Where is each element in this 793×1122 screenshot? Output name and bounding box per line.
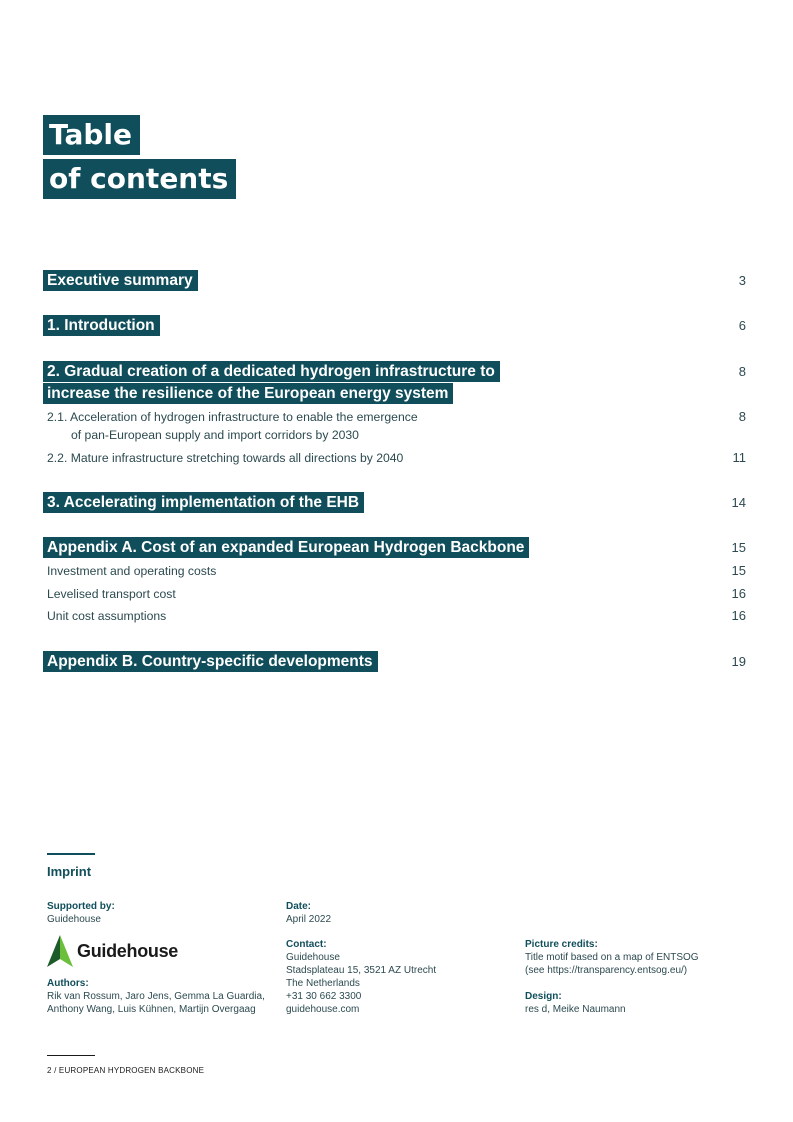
- authors-line-2: Anthony Wang, Luis Kühnen, Martijn Overgaag: [47, 1004, 256, 1015]
- page-title-line-1: Table: [43, 115, 140, 155]
- authors-label: Authors:: [47, 978, 89, 989]
- imprint-divider: [47, 853, 95, 855]
- supported-by-label: Supported by:: [47, 901, 115, 912]
- picture-credits-label: Picture credits:: [525, 939, 598, 950]
- imprint-heading: Imprint: [47, 864, 92, 879]
- toc-appendix-a[interactable]: Appendix A. Cost of an expanded European Hydrogen Backbone: [43, 537, 529, 558]
- guidehouse-logo-icon: [47, 935, 73, 967]
- toc-page-introduction: 6: [738, 318, 746, 333]
- picture-credits-line-1: Title motif based on a map of ENTSOG: [525, 952, 699, 963]
- toc-chapter-2-line-1[interactable]: 2. Gradual creation of a dedicated hydrogen infrastructure to: [43, 361, 500, 382]
- toc-page-section-2-1: 8: [738, 409, 746, 424]
- toc-page-unit-cost-assumptions: 16: [731, 608, 746, 623]
- toc-unit-cost-assumptions[interactable]: Unit cost assumptions: [47, 609, 167, 623]
- toc-section-2-1-line-2[interactable]: of pan-European supply and import corridors by 2030: [71, 428, 359, 442]
- footer-divider: [47, 1055, 95, 1056]
- toc-page-appendix-a: 15: [731, 540, 746, 555]
- contact-label: Contact:: [286, 939, 327, 950]
- guidehouse-logo-text: Guidehouse: [77, 940, 179, 961]
- toc-appendix-b[interactable]: Appendix B. Country-specific developments: [43, 651, 378, 672]
- toc-page-investment-operating-costs: 15: [731, 563, 746, 578]
- contact-country: The Netherlands: [286, 978, 360, 989]
- contact-address: Stadsplateau 15, 3521 AZ Utrecht: [286, 965, 437, 976]
- design-value: res d, Meike Naumann: [525, 1004, 626, 1015]
- date-value: April 2022: [286, 914, 332, 925]
- toc-page-executive-summary: 3: [738, 273, 746, 288]
- authors-line-1: Rik van Rossum, Jaro Jens, Gemma La Guardia,: [47, 991, 265, 1002]
- toc-chapter-2-line-2[interactable]: increase the resilience of the European energy system: [43, 383, 453, 404]
- toc-page-section-2-2: 11: [732, 450, 746, 465]
- design-label: Design:: [525, 991, 562, 1002]
- page-footer: 2 / EUROPEAN HYDROGEN BACKBONE: [47, 1066, 205, 1075]
- toc-levelised-transport-cost[interactable]: Levelised transport cost: [47, 587, 176, 601]
- toc-page-levelised-transport-cost: 16: [731, 586, 746, 601]
- toc-page-appendix-b: 19: [731, 654, 746, 669]
- contact-phone[interactable]: +31 30 662 3300: [286, 991, 362, 1002]
- toc-chapter-3[interactable]: 3. Accelerating implementation of the EHB: [43, 492, 364, 513]
- contact-company: Guidehouse: [286, 952, 340, 963]
- contact-website-link[interactable]: guidehouse.com: [286, 1004, 360, 1015]
- toc-page-chapter-2: 8: [738, 364, 746, 379]
- picture-credits-line-2[interactable]: (see https://transparency.entsog.eu/): [525, 965, 688, 976]
- date-label: Date:: [286, 901, 312, 912]
- toc-introduction[interactable]: 1. Introduction: [43, 315, 160, 336]
- toc-investment-operating-costs[interactable]: Investment and operating costs: [47, 564, 217, 578]
- page-title-line-2: of contents: [43, 159, 236, 199]
- toc-section-2-1-line-1[interactable]: 2.1. Acceleration of hydrogen infrastructure to enable the emergence: [47, 410, 418, 424]
- toc-section-2-2[interactable]: 2.2. Mature infrastructure stretching towards all directions by 2040: [47, 451, 404, 465]
- toc-page-chapter-3: 14: [731, 495, 746, 510]
- guidehouse-logo: [47, 934, 178, 968]
- toc-executive-summary[interactable]: Executive summary: [43, 270, 198, 291]
- supported-by-value: Guidehouse: [47, 914, 101, 925]
